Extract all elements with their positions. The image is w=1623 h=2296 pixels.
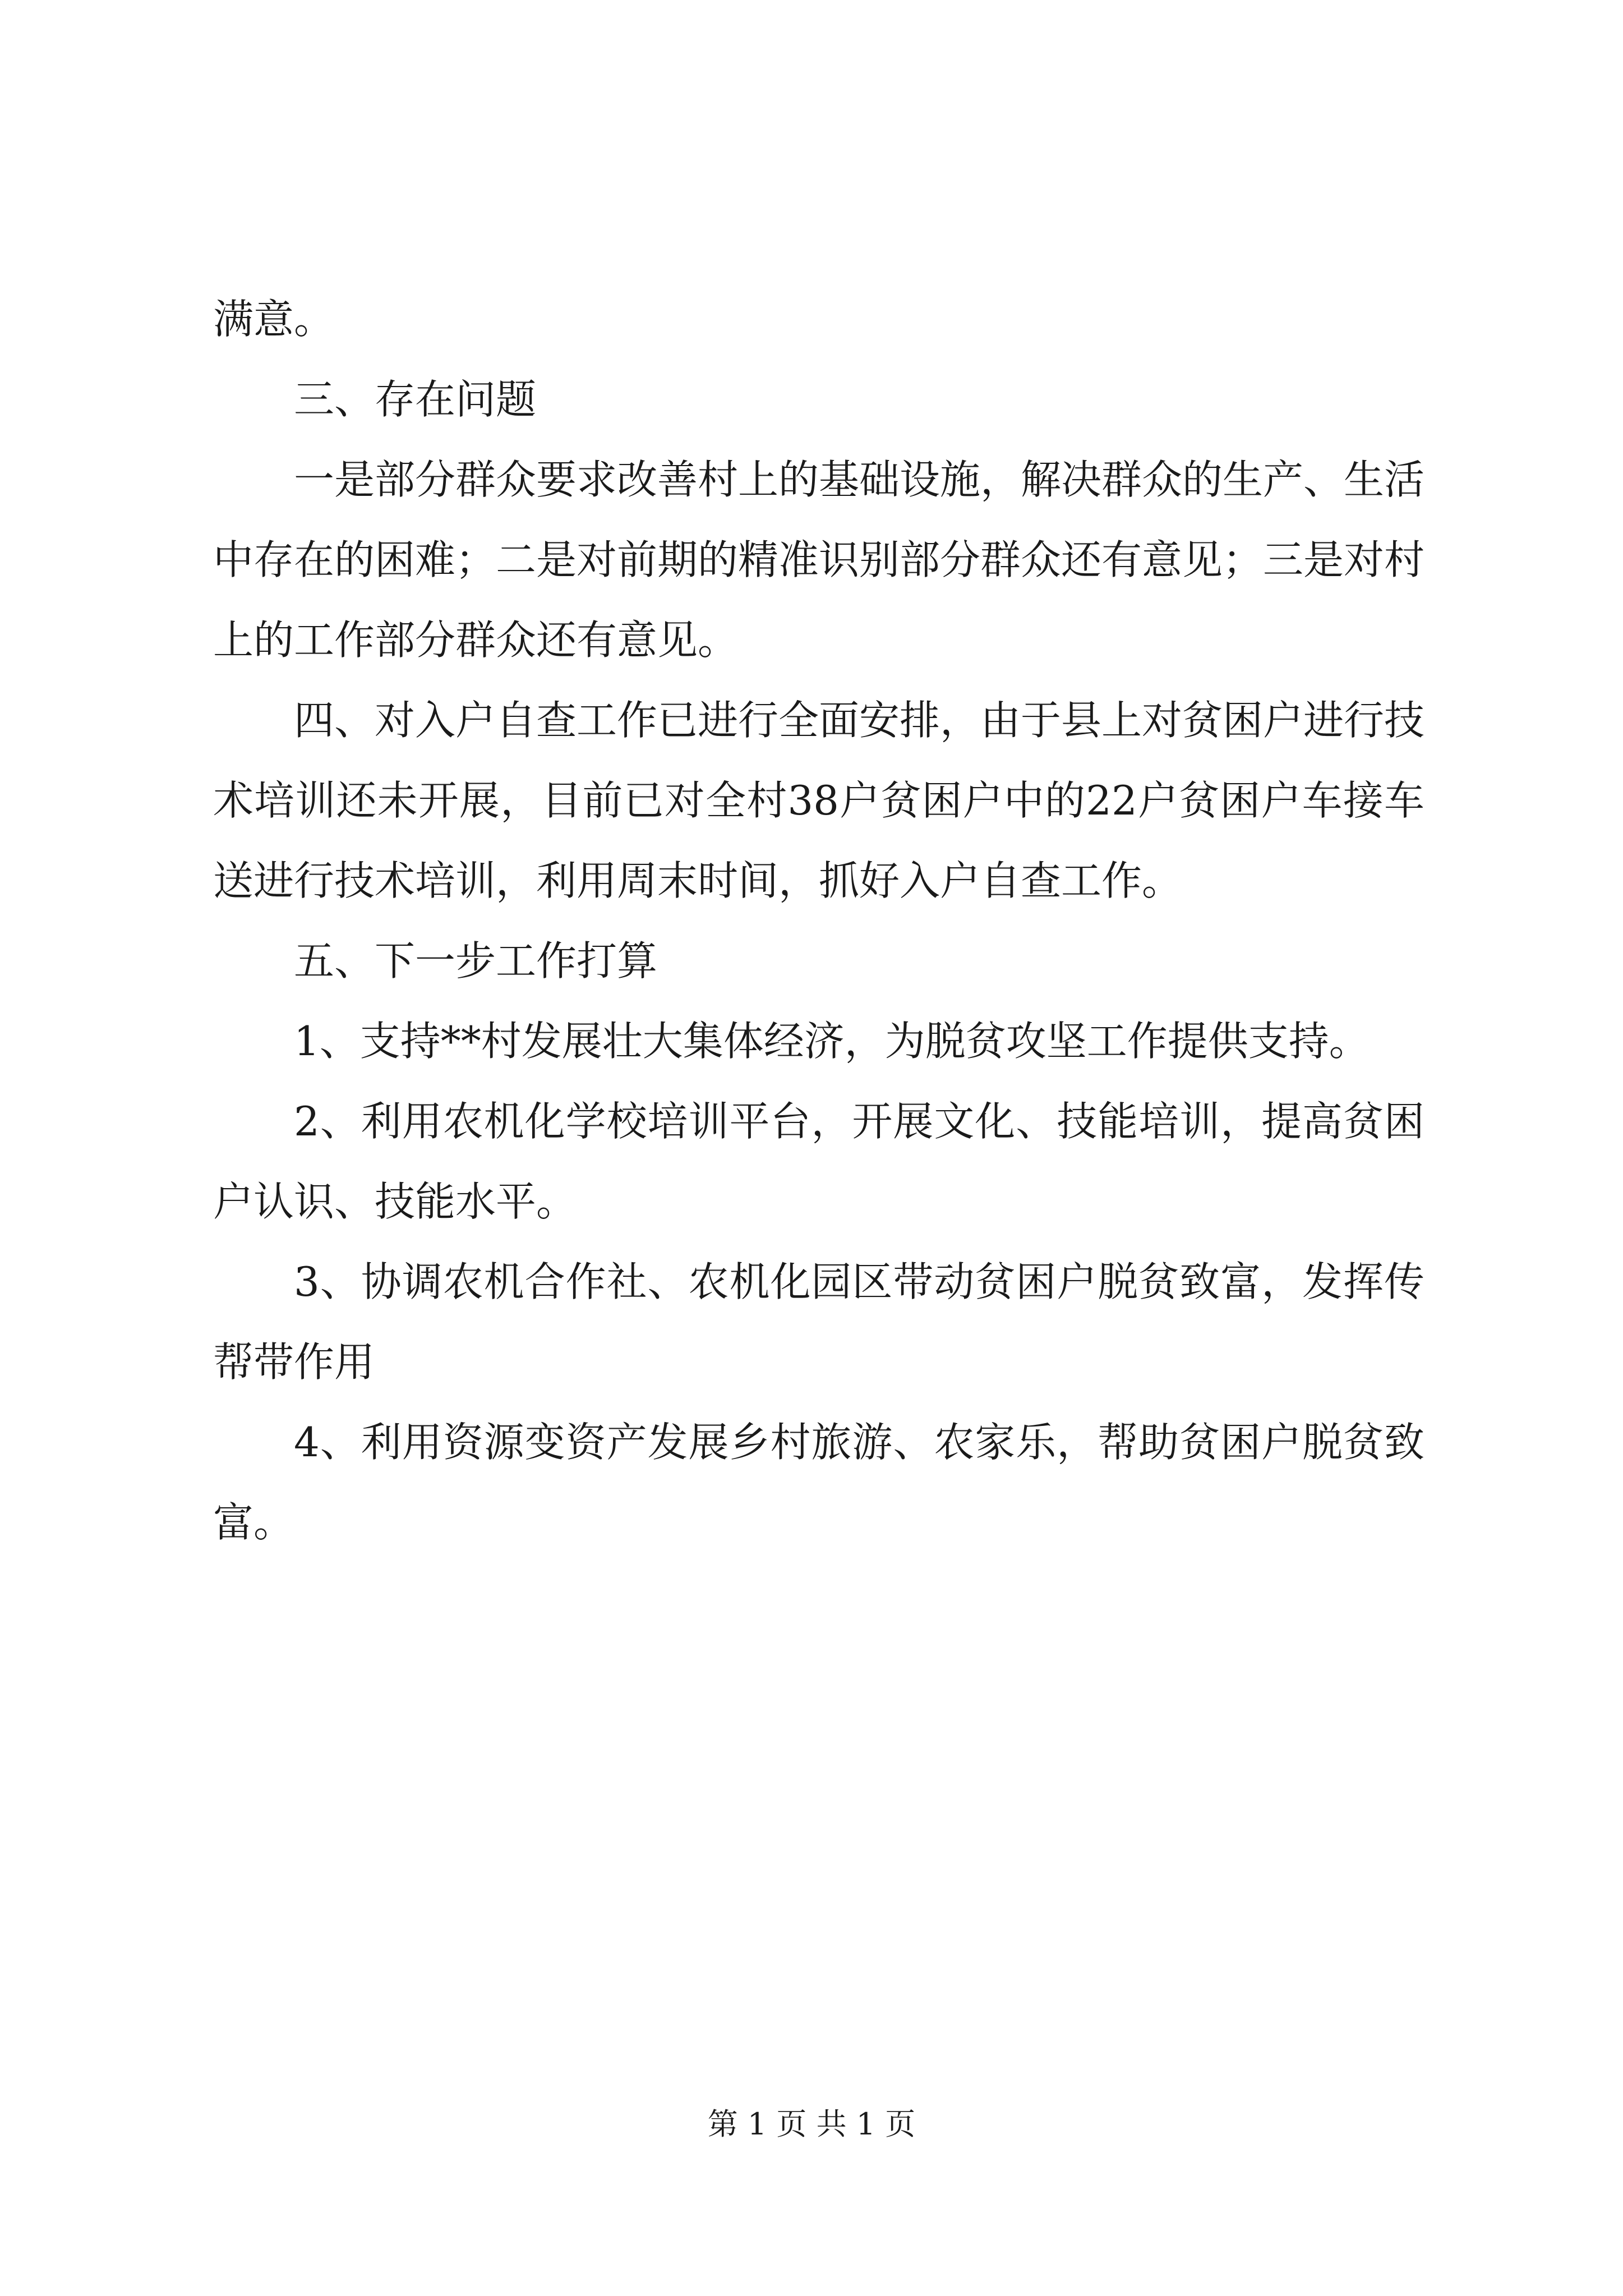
list-item-3: 3、协调农机合作社、农机化园区带动贫困户脱贫致富，发挥传帮带作用 <box>213 1258 1424 1386</box>
list-item-2: 2、利用农机化学校培训平台，开展文化、技能培训，提高贫困户认识、技能水平。 <box>213 1098 1424 1225</box>
page-footer <box>0 2105 1623 2144</box>
list-item-1: 1、支持**村发展壮大集体经济，为脱贫攻坚工作提供支持。 <box>294 1018 1370 1065</box>
paragraph-self-inspection: 四、对入户自查工作已进行全面安排，由于县上对贫困户进行技术培训还未开展，目前已对全村38户贫困户中的22户贫困户车接车送进行技术培训，利用周末时间，抓好入户自查工作。 <box>213 697 1425 904</box>
paragraph-continuation: 满意。 <box>213 296 335 343</box>
document-body <box>213 279 1424 1563</box>
paragraph-problems: 一是部分群众要求改善村上的基础设施，解决群众的生产、生活中存在的困难；二是对前期的精准识别部分群众还有意见；三是对村上的工作部分群众还有意见。 <box>213 456 1425 664</box>
heading-next-steps: 五、下一步工作打算 <box>294 937 658 984</box>
list-item-4: 4、利用资源变资产发展乡村旅游、农家乐，帮助贫困户脱贫致富。 <box>213 1419 1424 1546</box>
heading-existing-problems: 三、存在问题 <box>294 376 537 423</box>
page-number-label: 第 1 页 共 1 页 <box>707 2106 916 2142</box>
